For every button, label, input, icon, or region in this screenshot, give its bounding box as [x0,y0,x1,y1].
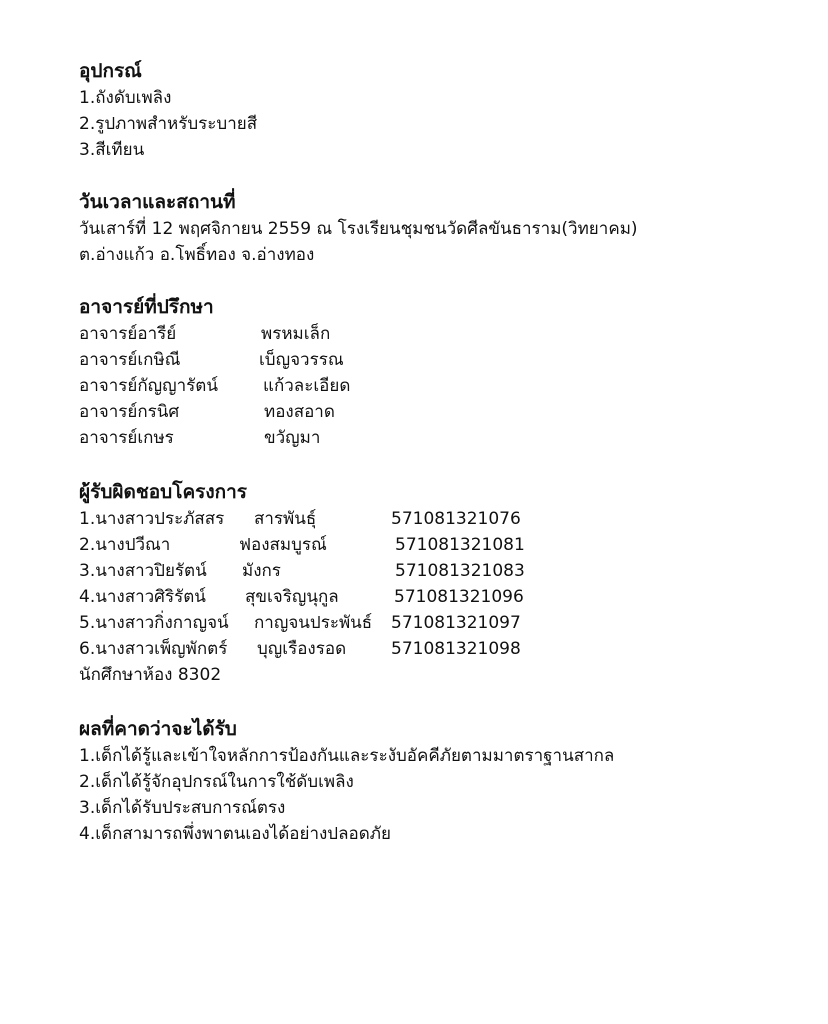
equipment-item: 2.รูปภาพสำหรับระบายสี [79,114,258,134]
outcomes-heading: ผลที่คาดว่าจะได้รับ [79,718,237,740]
student-name: 6.นางสาวเพ็ญพักตร์ [79,639,228,659]
student-id: 571081321083 [395,561,525,581]
equipment-section [79,57,257,163]
student-room: นักศึกษาห้อง 8302 [79,665,222,685]
advisor-surname: แก้วละเอียด [263,376,351,396]
outcome-item: 3.เด็กได้รับประสบการณ์ตรง [79,798,286,818]
equipment-item: 1.ถังดับเพลิง [79,88,172,108]
student-row [79,532,579,558]
student-name: 1.นางสาวประภัสสร [79,509,225,529]
student-row [79,584,579,610]
outcome-item: 1.เด็กได้รู้และเข้าใจหลักการป้องกันและระงับอัคคีภัยตามมาตราฐานสากล [79,746,615,766]
advisor-name: อาจารย์กรนิศ [79,402,180,422]
place-line: ต.อ่างแก้ว อ.โพธิ์ทอง จ.อ่างทอง [79,245,315,265]
outcomes-section [79,715,614,847]
student-id: 571081321076 [391,509,521,529]
responsible-section [79,478,579,688]
student-name: 5.นางสาวกิ่งกาญจน์ [79,613,229,633]
advisor-surname: พรหมเล็ก [261,324,331,344]
student-surname: กาญจนประพันธ์ [254,613,373,633]
student-name: 4.นางสาวศิริรัตน์ [79,587,206,607]
datetime-place-heading: วันเวลาและสถานที่ [79,191,236,213]
equipment-heading: อุปกรณ์ [79,60,142,82]
student-row [79,610,579,636]
student-id: 571081321098 [391,639,521,659]
advisor-surname: ทองสอาด [264,402,335,422]
advisor-name: อาจารย์กัญญารัตน์ [79,376,218,396]
student-name: 2.นางปวีณา [79,535,171,555]
advisor-row [79,399,479,425]
advisor-row [79,425,479,451]
outcome-item: 4.เด็กสามารถพึ่งพาตนเองได้อย่างปลอดภัย [79,824,391,844]
datetime-line: วันเสาร์ที่ 12 พฤศจิกายน 2559 ณ โรงเรียนชุมชนวัดศีลขันธาราม(วิทยาคม) [79,219,638,239]
advisor-surname: เบ็ญจวรรณ [259,350,344,370]
datetime-place-section [79,188,638,268]
advisor-row [79,373,479,399]
equipment-item: 3.สีเทียน [79,140,145,160]
advisor-name: อาจารย์เกษิณี [79,350,181,370]
advisor-surname: ขวัญมา [264,428,321,448]
responsible-heading: ผู้รับผิดชอบโครงการ [79,481,248,503]
student-row [79,558,579,584]
student-surname: สารพันธุ์ [254,509,317,529]
student-row [79,636,579,662]
student-name: 3.นางสาวปิยรัตน์ [79,561,207,581]
student-id: 571081321081 [395,535,525,555]
student-surname: มังกร [242,561,281,581]
student-surname: บุญเรืองรอด [257,639,347,659]
student-surname: สุขเจริญนุกูล [245,587,339,607]
outcome-item: 2.เด็กได้รู้จักอุปกรณ์ในการใช้ดับเพลิง [79,772,354,792]
advisors-heading: อาจารย์ที่ปรึกษา [79,296,214,318]
student-surname: ฟองสมบูรณ์ [239,535,327,555]
student-row [79,506,579,532]
advisor-name: อาจารย์เกษร [79,428,174,448]
student-id: 571081321096 [394,587,524,607]
advisor-row [79,347,479,373]
advisor-row [79,321,479,347]
student-id: 571081321097 [391,613,521,633]
advisors-section [79,293,479,451]
advisor-name: อาจารย์อารีย์ [79,324,177,344]
